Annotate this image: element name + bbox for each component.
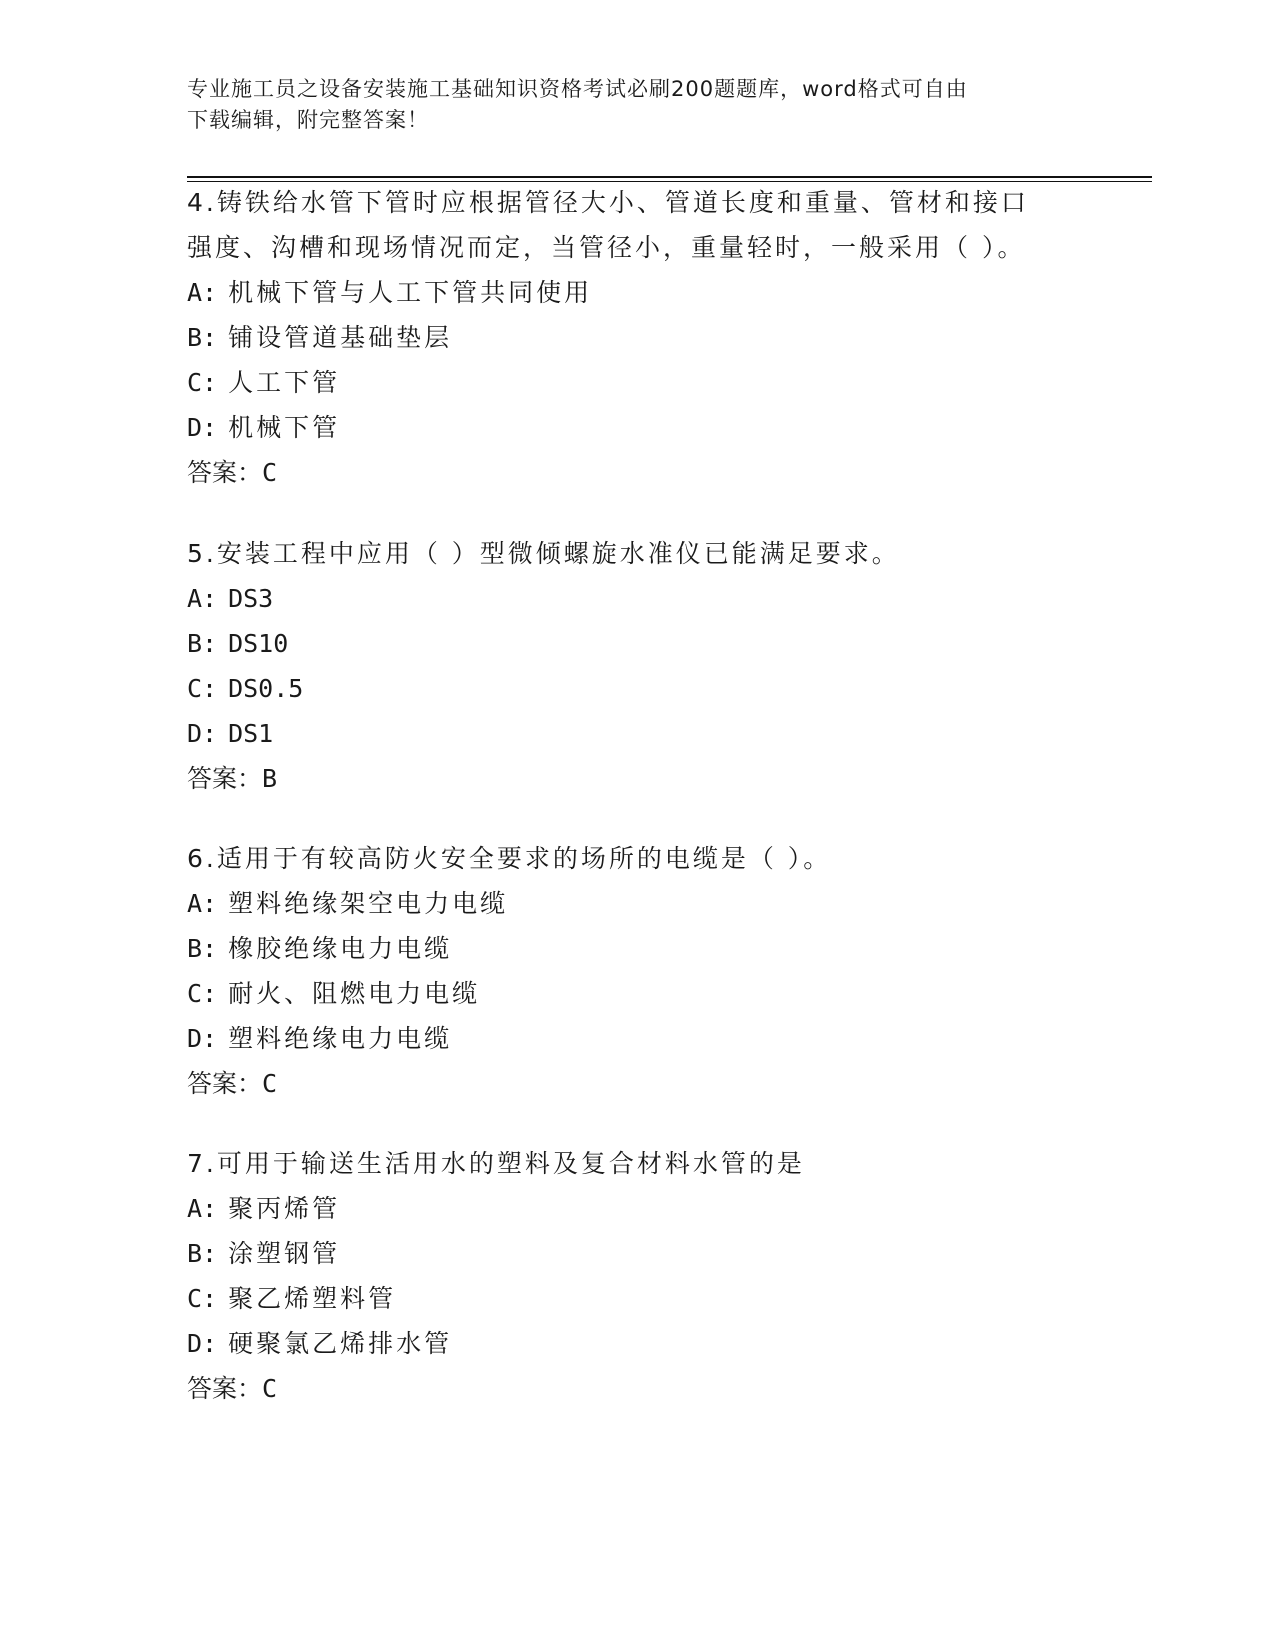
option-letter: A: (187, 889, 218, 918)
option-letter: D: (187, 719, 218, 748)
answer-value: C (262, 1374, 278, 1403)
option-text: DS3 (228, 584, 274, 613)
option-a (187, 881, 1087, 926)
option-c (187, 666, 1087, 711)
option-letter: A: (187, 1194, 218, 1223)
option-c (187, 1276, 1087, 1321)
option-a (187, 576, 1087, 621)
option-b (187, 926, 1087, 971)
option-letter: D: (187, 413, 218, 442)
option-text: 硬聚氯乙烯排水管 (228, 1329, 453, 1358)
question-stem-line-2: 强度、沟槽和现场情况而定，当管径小，重量轻时，一般采用（ ）。 (187, 233, 1026, 262)
option-text: DS0.5 (228, 674, 304, 703)
answer-line (187, 1366, 1087, 1411)
answer-value: C (262, 1069, 278, 1098)
option-text: 机械下管 (228, 413, 341, 442)
option-text: 人工下管 (228, 368, 341, 397)
answer-line (187, 756, 1087, 801)
option-b (187, 315, 1087, 360)
option-text: 聚丙烯管 (228, 1194, 341, 1223)
header-line-1: 专业施工员之设备安装施工基础知识资格考试必刷200题题库，word格式可自由 (187, 77, 968, 101)
question-7 (187, 1141, 1087, 1411)
option-b (187, 1231, 1087, 1276)
option-d (187, 711, 1087, 756)
option-c (187, 360, 1087, 405)
option-letter: B: (187, 1239, 218, 1268)
option-d (187, 405, 1087, 450)
answer-label: 答案： (187, 1069, 263, 1098)
option-text: DS1 (228, 719, 274, 748)
answer-line (187, 1061, 1087, 1106)
option-text: 涂塑钢管 (228, 1239, 341, 1268)
option-d (187, 1016, 1087, 1061)
option-c (187, 971, 1087, 1016)
header-line-2: 下载编辑，附完整答案！ (187, 108, 429, 132)
option-letter: B: (187, 629, 218, 658)
option-text: 耐火、阻燃电力电缆 (228, 979, 481, 1008)
header-divider-thick (187, 176, 1152, 178)
option-letter: A: (187, 584, 218, 613)
answer-label: 答案： (187, 458, 263, 487)
option-text: 橡胶绝缘电力电缆 (228, 934, 453, 963)
option-letter: D: (187, 1329, 218, 1358)
question-stem-line-1: 7.可用于输送生活用水的塑料及复合材料水管的是 (187, 1149, 805, 1178)
answer-line (187, 450, 1087, 495)
option-letter: C: (187, 979, 218, 1008)
answer-label: 答案： (187, 764, 263, 793)
option-text: DS10 (228, 629, 289, 658)
answer-label: 答案： (187, 1374, 263, 1403)
option-text: 塑料绝缘架空电力电缆 (228, 889, 509, 918)
option-letter: D: (187, 1024, 218, 1053)
question-stem-line-1: 6.适用于有较高防火安全要求的场所的电缆是（ ）。 (187, 844, 832, 873)
option-a (187, 270, 1087, 315)
option-d (187, 1321, 1087, 1366)
document-header (187, 74, 1067, 136)
option-letter: B: (187, 323, 218, 352)
option-text: 铺设管道基础垫层 (228, 323, 453, 352)
answer-value: C (262, 458, 278, 487)
question-5 (187, 531, 1087, 801)
option-letter: C: (187, 368, 218, 397)
question-stem-line-1: 4.铸铁给水管下管时应根据管径大小、管道长度和重量、管材和接口 (187, 188, 1029, 217)
question-4 (187, 180, 1087, 495)
option-text: 聚乙烯塑料管 (228, 1284, 397, 1313)
option-letter: B: (187, 934, 218, 963)
option-text: 机械下管与人工下管共同使用 (228, 278, 593, 307)
option-letter: A: (187, 278, 218, 307)
answer-value: B (262, 764, 278, 793)
option-letter: C: (187, 674, 218, 703)
option-b (187, 621, 1087, 666)
option-letter: C: (187, 1284, 218, 1313)
option-a (187, 1186, 1087, 1231)
question-stem-line-1: 5.安装工程中应用（ ）型微倾螺旋水准仪已能满足要求。 (187, 539, 900, 568)
option-text: 塑料绝缘电力电缆 (228, 1024, 453, 1053)
question-6 (187, 836, 1087, 1106)
